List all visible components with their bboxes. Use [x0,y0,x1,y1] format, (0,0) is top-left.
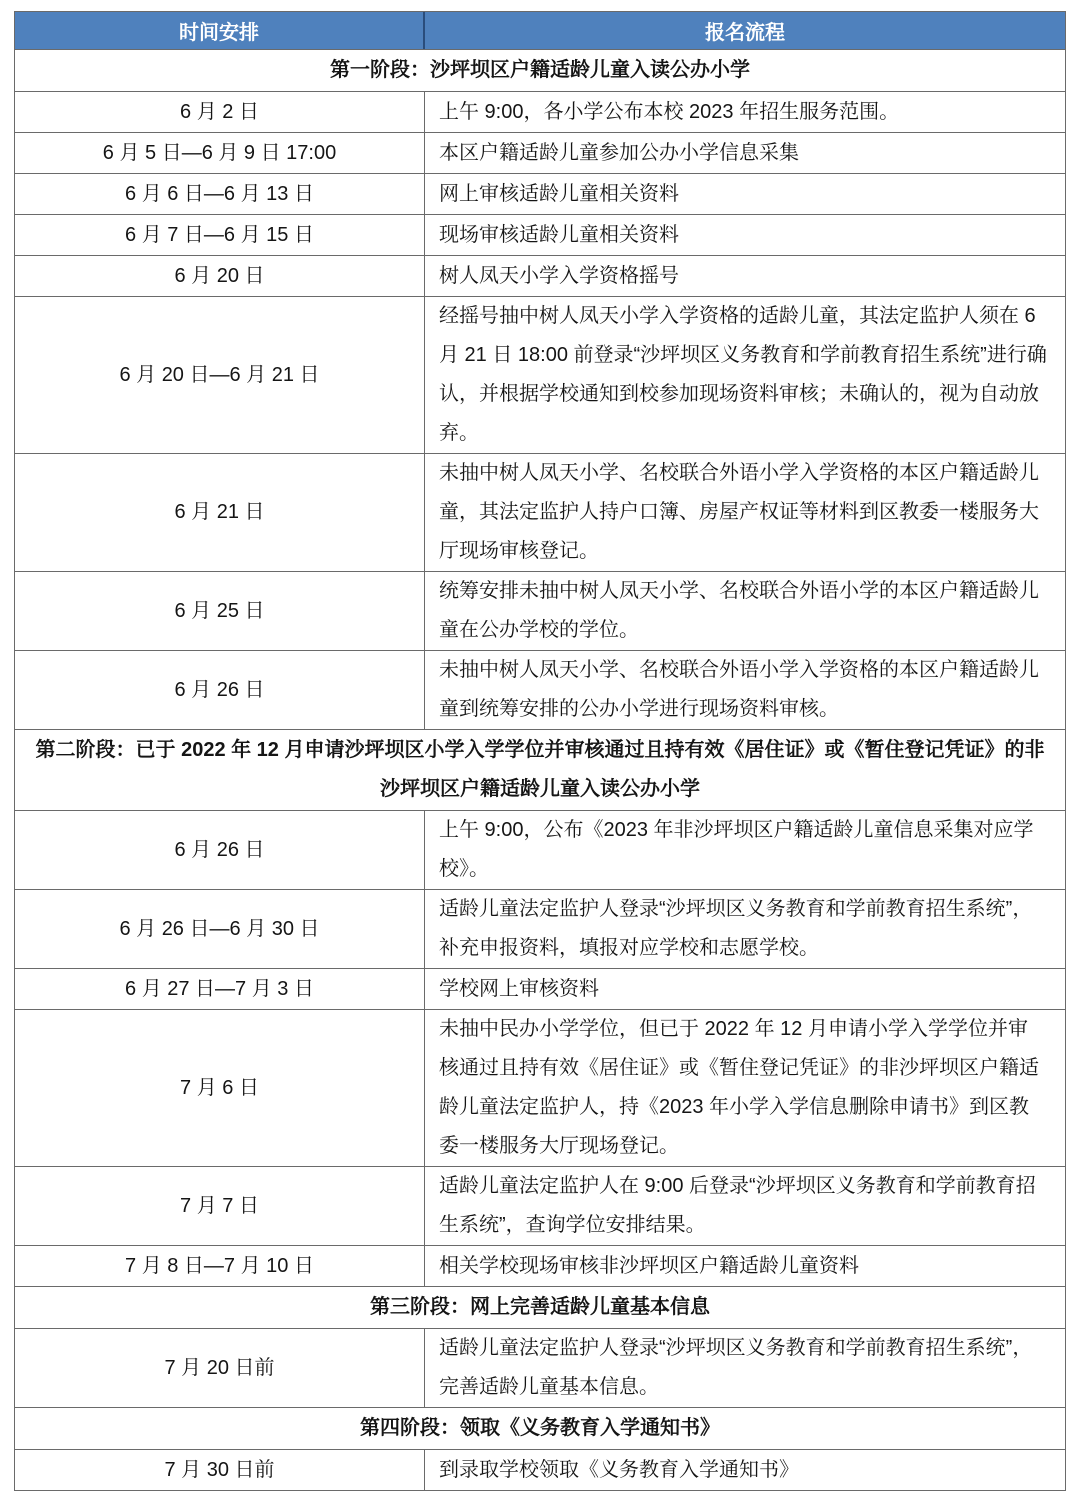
process-text: 网上审核适龄儿童相关资料 [439,182,679,205]
section-title: 第二阶段：已于 2022 年 12 月申请沙坪坝区小学入学学位并审核通过且持有效《居住证》或《暂住登记凭证》的非沙坪坝区户籍适龄儿童入读公办小学 [35,739,1045,800]
time-cell: 6 月 26 日 [15,811,425,889]
process-cell [425,1246,1065,1286]
header-process-column: 报名流程 [705,22,785,44]
process-text: 上午 9:00，各小学公布本校 2023 年招生服务范围。 [439,100,900,123]
section-title: 第一阶段：沙坪坝区户籍适龄儿童入读公办小学 [330,59,750,81]
process-text: 未抽中树人凤天小学、名校联合外语小学入学资格的本区户籍适龄儿童到统筹安排的公办小学进行现场资料审核。 [439,659,1039,720]
header-time-column: 时间安排 [15,12,425,49]
process-cell [425,454,1065,571]
process-cell [425,256,1065,296]
section-row [15,729,1065,810]
process-text: 现场审核适龄儿童相关资料 [439,223,679,246]
process-text: 到录取学校领取《义务教育入学通知书》 [439,1458,799,1481]
time-cell: 6 月 20 日 [15,256,425,296]
process-cell [425,1167,1065,1245]
table-row [15,889,1065,968]
table-row [15,810,1065,889]
time-cell: 6 月 5 日—6 月 9 日 17:00 [15,133,425,173]
process-text: 适龄儿童法定监护人登录“沙坪坝区义务教育和学前教育招生系统”，补充申报资料，填报对应学校和志愿学校。 [439,898,1033,959]
process-text: 经摇号抽中树人凤天小学入学资格的适龄儿童，其法定监护人须在 6 月 21 日 18:00 前登录“沙坪坝区义务教育和学前教育招生系统”进行确认，并根据学校通知到校参加现场资料审核；未确认的，视为自动放弃。 [439,305,1047,444]
time-cell: 6 月 21 日 [15,454,425,571]
table-row [15,91,1065,132]
process-cell [425,133,1065,173]
table-row [15,453,1065,571]
time-cell: 6 月 25 日 [15,572,425,650]
table-row [15,1449,1065,1490]
time-cell: 7 月 8 日—7 月 10 日 [15,1246,425,1286]
process-cell [425,890,1065,968]
section-title: 第三阶段：网上完善适龄儿童基本信息 [370,1296,710,1318]
process-text: 上午 9:00，公布《2023 年非沙坪坝区户籍适龄儿童信息采集对应学校》。 [439,819,1034,880]
table-header-row [15,12,1065,49]
table-body [15,49,1065,1490]
time-cell: 6 月 27 日—7 月 3 日 [15,969,425,1009]
process-text: 树人凤天小学入学资格摇号 [439,264,679,287]
process-cell [425,1010,1065,1166]
table-row [15,296,1065,453]
time-cell: 7 月 30 日前 [15,1450,425,1490]
time-cell: 6 月 2 日 [15,92,425,132]
section-row [15,1407,1065,1449]
table-row [15,132,1065,173]
time-cell: 6 月 6 日—6 月 13 日 [15,174,425,214]
table-row [15,173,1065,214]
section-row [15,49,1065,91]
time-cell: 6 月 7 日—6 月 15 日 [15,215,425,255]
process-text: 相关学校现场审核非沙坪坝区户籍适龄儿童资料 [439,1254,859,1277]
process-text: 适龄儿童法定监护人在 9:00 后登录“沙坪坝区义务教育和学前教育招生系统”，查询学位安排结果。 [439,1175,1036,1236]
table-row [15,1328,1065,1407]
process-cell [425,969,1065,1009]
time-cell: 7 月 6 日 [15,1010,425,1166]
time-cell: 6 月 20 日—6 月 21 日 [15,297,425,453]
table-row [15,1009,1065,1166]
process-cell [425,215,1065,255]
process-text: 学校网上审核资料 [439,977,599,1000]
process-text: 适龄儿童法定监护人登录“沙坪坝区义务教育和学前教育招生系统”，完善适龄儿童基本信息。 [439,1337,1033,1398]
process-cell [425,297,1065,453]
process-cell [425,92,1065,132]
table-row [15,650,1065,729]
process-cell [425,572,1065,650]
process-cell [425,811,1065,889]
table-row [15,214,1065,255]
process-cell [425,651,1065,729]
process-text: 未抽中树人凤天小学、名校联合外语小学入学资格的本区户籍适龄儿童，其法定监护人持户口簿、房屋产权证等材料到区教委一楼服务大厅现场审核登记。 [439,462,1039,562]
process-text: 本区户籍适龄儿童参加公办小学信息采集 [439,141,799,164]
process-cell [425,1450,1065,1490]
time-cell: 7 月 7 日 [15,1167,425,1245]
section-title: 第四阶段：领取《义务教育入学通知书》 [360,1417,720,1439]
process-cell [425,174,1065,214]
time-cell: 7 月 20 日前 [15,1329,425,1407]
process-text: 统筹安排未抽中树人凤天小学、名校联合外语小学的本区户籍适龄儿童在公办学校的学位。 [439,580,1039,641]
enrollment-schedule-table [14,11,1066,1491]
table-row [15,968,1065,1009]
table-row [15,1245,1065,1286]
table-row [15,1166,1065,1245]
process-text: 未抽中民办小学学位，但已于 2022 年 12 月申请小学入学学位并审核通过且持有效《居住证》或《暂住登记凭证》的非沙坪坝区户籍适龄儿童法定监护人，持《2023 年小学入学信息删除申请书》到区教委一楼服务大厅现场登记。 [439,1018,1039,1157]
table-row [15,571,1065,650]
section-row [15,1286,1065,1328]
process-cell [425,1329,1065,1407]
table-row [15,255,1065,296]
time-cell: 6 月 26 日 [15,651,425,729]
time-cell: 6 月 26 日—6 月 30 日 [15,890,425,968]
